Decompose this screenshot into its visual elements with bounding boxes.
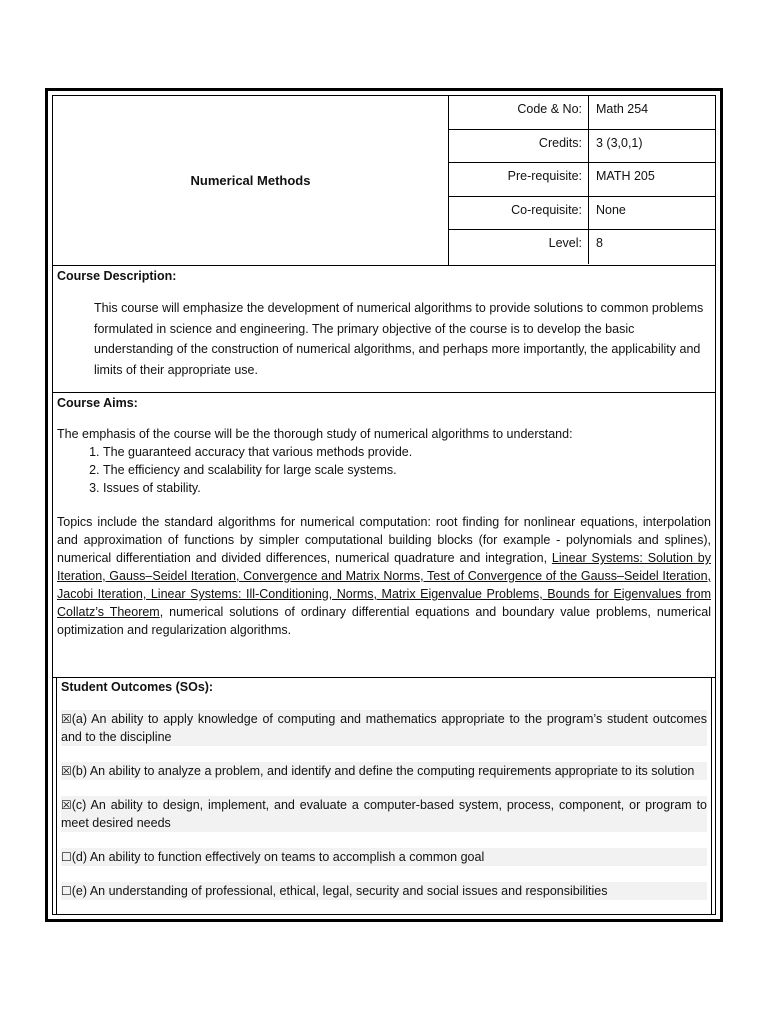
list-item: 1. The guaranteed accuracy that various methods provide. <box>103 443 711 461</box>
info-label: Pre-requisite: <box>448 163 589 196</box>
course-title: Numerical Methods <box>53 96 449 265</box>
info-value: MATH 205 <box>596 169 655 184</box>
info-label: Code & No: <box>448 96 589 129</box>
info-label: Co-requisite: <box>448 197 589 230</box>
info-value: 8 <box>596 236 603 251</box>
list-item: 2. The efficiency and scalability for large scale systems. <box>103 461 711 479</box>
info-value: 3 (3,0,1) <box>596 135 643 150</box>
course-aims-section <box>53 393 715 678</box>
outcome-item <box>61 796 707 832</box>
aims-intro: The emphasis of the course will be the thorough study of numerical algorithms to understand: <box>57 427 573 441</box>
outcome-item <box>61 882 707 900</box>
outcome-text: (a) An ability to apply knowledge of computing and mathematics appropriate to the program’s student outcomes and to the discipline <box>61 712 707 744</box>
info-row-level <box>448 230 715 264</box>
course-spec-frame <box>45 88 723 922</box>
checked-box-icon: ☒ <box>61 764 72 778</box>
unchecked-box-icon: ☐ <box>61 850 72 864</box>
section-heading: Course Description: <box>57 269 177 283</box>
info-label: Level: <box>448 230 589 264</box>
unchecked-box-icon: ☐ <box>61 884 72 898</box>
outcome-text: (c) An ability to design, implement, and evaluate a computer-based system, process, component, or program to meet desired needs <box>61 798 707 830</box>
aims-list <box>57 443 711 497</box>
student-outcomes-section <box>56 677 712 914</box>
outcome-item <box>61 710 707 746</box>
topics-text: Topics include the standard algorithms for numerical computation: root finding for nonlinear equations, interpolation and approximation of functions by simpler computational building blocks (for example - polynomials and splines), numerical differentiation and divided differences, numerical quadrature and integration, <box>57 515 711 565</box>
outcome-item <box>61 762 707 780</box>
info-value: None <box>596 202 626 217</box>
info-value: Math 254 <box>596 102 649 116</box>
course-description-text: This course will emphasize the development of numerical algorithms to provide solutions to common problems formulated in science and engineering. The primary objective of the course is to develop the basic understanding of the construction of numerical algorithms, and perhaps more importantly, the applicability and limits of their appropriate use. <box>94 301 704 377</box>
info-row-credits <box>448 130 715 164</box>
topics-paragraph <box>57 513 711 647</box>
checked-box-icon: ☒ <box>61 798 72 812</box>
info-label: Credits: <box>448 130 589 163</box>
checked-box-icon: ☒ <box>61 712 72 726</box>
outcome-text: (d) An ability to function effectively on teams to accomplish a common goal <box>71 850 485 864</box>
info-row-corequisite <box>448 197 715 231</box>
outcome-text: (e) An understanding of professional, ethical, legal, security and social issues and responsibilities <box>71 884 608 898</box>
info-row-code <box>448 96 715 130</box>
topics-underlined-text: Linear Systems: Solution by Iteration, Gauss–Seidel Iteration, Convergence and Matrix Norms, Test of Convergence of the Gauss–Seidel Iteration, Jacobi Iteration, Linear Systems: Ill-Conditioning, Norms, Matrix Eigenvalue Problems, Bounds for Eigenvalues from Collatz’s Theorem <box>57 551 711 619</box>
section-heading: Course Aims: <box>57 396 138 410</box>
topics-text: , numerical solutions of ordinary differential equations and boundary value problems, numerical optimization and regularization algorithms. <box>57 605 712 637</box>
list-item: 3. Issues of stability. <box>103 479 711 497</box>
course-description-section <box>53 266 715 393</box>
course-spec-table <box>52 95 716 915</box>
outcome-item <box>61 848 707 866</box>
course-header <box>53 96 715 266</box>
course-info-table <box>448 96 715 264</box>
outcome-text: (b) An ability to analyze a problem, and identify and define the computing requirements appropriate to its solution <box>71 764 695 778</box>
info-row-prerequisite <box>448 163 715 197</box>
section-heading: Student Outcomes (SOs): <box>61 680 214 694</box>
